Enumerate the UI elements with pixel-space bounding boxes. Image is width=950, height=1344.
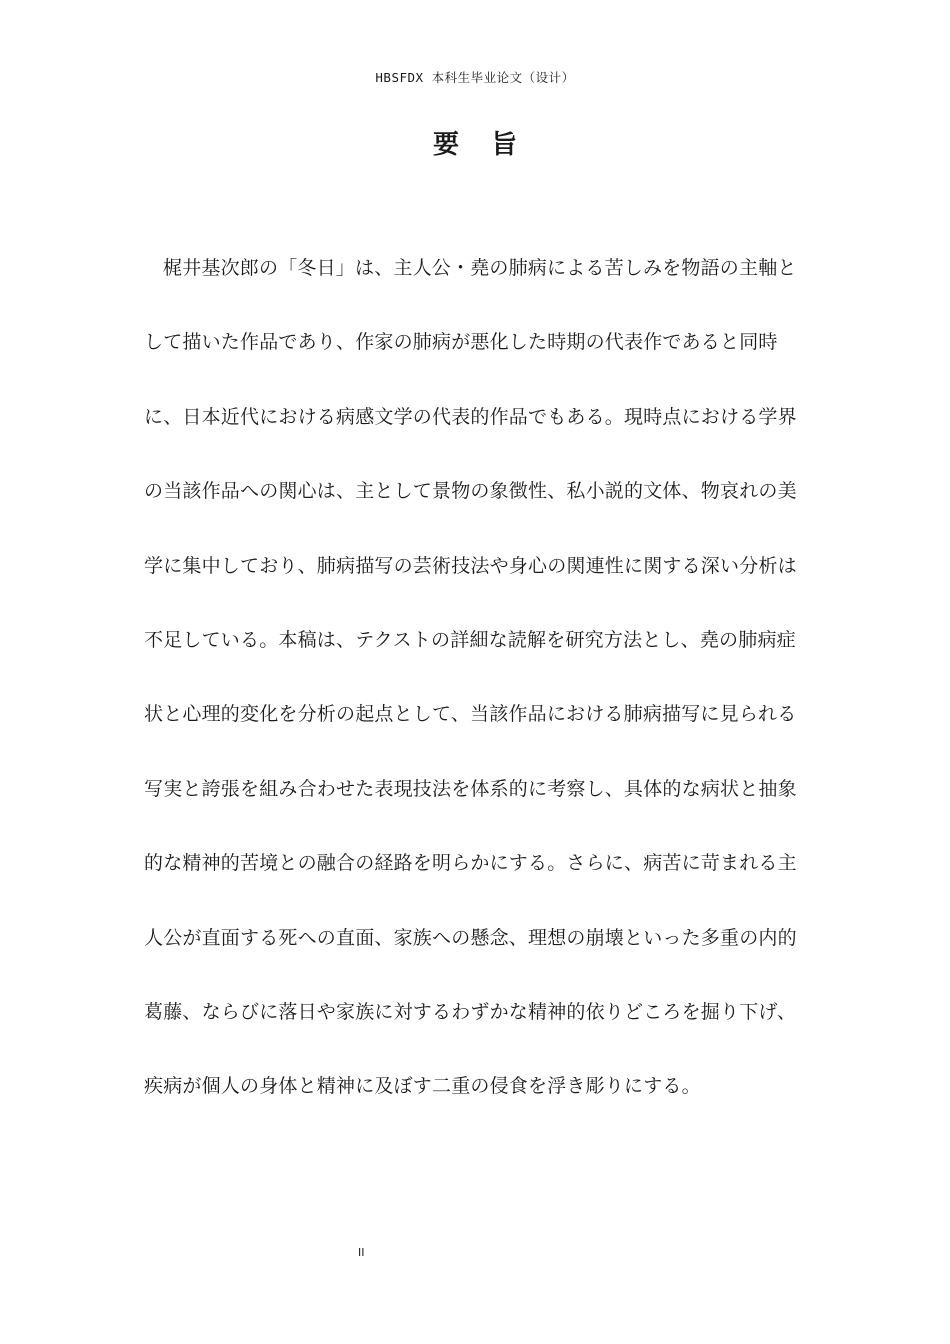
- abstract-body: [144, 246, 804, 1139]
- running-header: HBSFDX 本科生毕业论文（设计）: [375, 70, 575, 85]
- abstract-line: 状と心理的変化を分析の起点として、当該作品における肺病描写に見られる: [144, 703, 797, 726]
- abstract-line: 学に集中しており、肺病描写の芸術技法や身心の関連性に関する深い分析は: [144, 554, 797, 577]
- abstract-line: に、日本近代における病感文学の代表的作品でもある。現時点における学界: [144, 405, 797, 428]
- abstract-line: 不足している。本稿は、テクストの詳細な読解を研究方法とし、堯の肺病症: [144, 628, 796, 651]
- abstract-line: 的な精神的苦境との融合の経路を明らかにする。さらに、病苦に苛まれる主: [144, 852, 797, 875]
- page-title: 要旨: [432, 130, 549, 160]
- abstract-line: して描いた作品であり、作家の肺病が悪化した時期の代表作であると同時: [144, 331, 778, 354]
- abstract-line: 人公が直面する死への直面、家族への懸念、理想の崩壊といった多重の内的: [144, 926, 797, 949]
- abstract-line: の当該作品への関心は、主として景物の象徴性、私小説的文体、物哀れの美: [144, 480, 797, 503]
- page-number: II: [358, 1246, 365, 1259]
- abstract-line: 写実と誇張を組み合わせた表現技法を体系的に考察し、具体的な病状と抽象: [144, 777, 797, 800]
- abstract-line: 疾病が個人の身体と精神に及ぼす二重の侵食を浮き彫りにする。: [144, 1075, 701, 1098]
- abstract-line: 梶井基次郎の「冬日」は、主人公・堯の肺病による苦しみを物語の主軸と: [163, 257, 797, 279]
- abstract-line: 葛藤、ならびに落日や家族に対するわずかな精神的依りどころを掘り下げ、: [144, 1000, 797, 1023]
